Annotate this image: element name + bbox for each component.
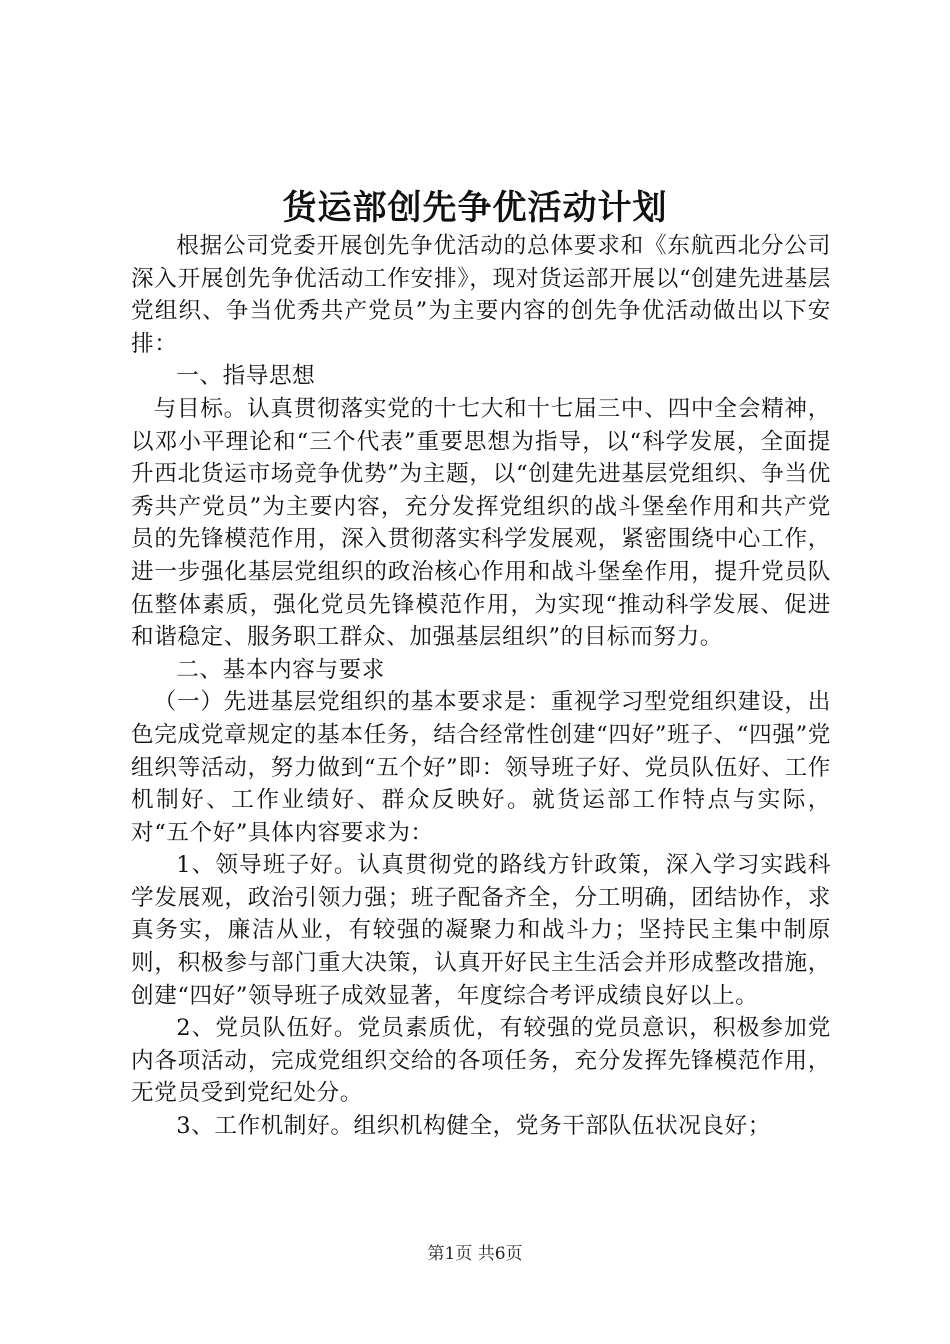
item-work-mechanism-paragraph: 3、工作机制好。组织机构健全，党务干部队伍状况良好； <box>176 1113 772 1140</box>
item-leadership-paragraph: 1、领导班子好。认真贯彻党的路线方针政策，深入学习实践科学发展观，政治引领力强；班子配备齐全，分工明确，团结协作，求真务实，廉洁从业，有较强的凝聚力和战斗力；坚持民主集中制原则，积极参与部门重大决策，认真开好民主生活会并形成整改措施，创建“四好”领导班子成效显著，年度综合考评成绩良好以上。 <box>131 852 831 1009</box>
intro-paragraph: 根据公司党委开展创先争优活动的总体要求和《东航西北分公司深入开展创先争优活动工作安排》，现对货运部开展以“创建先进基层党组织、争当优秀共产党员”为主要内容的创先争优活动做出以下安排： <box>131 233 831 357</box>
page-footer: 第1页 共6页 <box>427 1244 523 1264</box>
basic-requirements-paragraph: （一）先进基层党组织的基本要求是：重视学习型党组织建设，出色完成党章规定的基本任务，结合经常性创建“四好”班子、“四强”党组织等活动，努力做到“五个好”即：领导班子好、党员队伍好、工作机制好、工作业绩好、群众反映好。就货运部工作特点与实际，对“五个好”具体内容要求为： <box>131 689 831 846</box>
guiding-thought-paragraph: 与目标。认真贯彻落实党的十七大和十七届三中、四中全会精神，以邓小平理论和“三个代表”重要思想为指导，以“科学发展，全面提升西北货运市场竞争优势”为主题，以“创建先进基层党组织、争当优秀共产党员”为主要内容，充分发挥党组织的战斗堡垒作用和共产党员的先锋模范作用，深入贯彻落实科学发展观，紧密围绕中心工作，进一步强化基层党组织的政治核心作用和战斗堡垒作用，提升党员队伍整体素质，强化党员先锋模范作用，为实现“推动科学发展、促进和谐稳定、服务职工群众、加强基层组织”的目标而努力。 <box>131 395 831 651</box>
document-body <box>131 230 831 1143</box>
item-party-members-paragraph: 2、党员队伍好。党员素质优，有较强的党员意识，积极参加党内各项活动，完成党组织交给的各项任务，充分发挥先锋模范作用，无党员受到党纪处分。 <box>131 1015 831 1107</box>
section-heading-basic-content: 二、基本内容与要求 <box>176 656 385 683</box>
document-title: 货运部创先争优活动计划 <box>282 188 668 228</box>
section-heading-guiding-thought: 一、指导思想 <box>176 363 316 390</box>
